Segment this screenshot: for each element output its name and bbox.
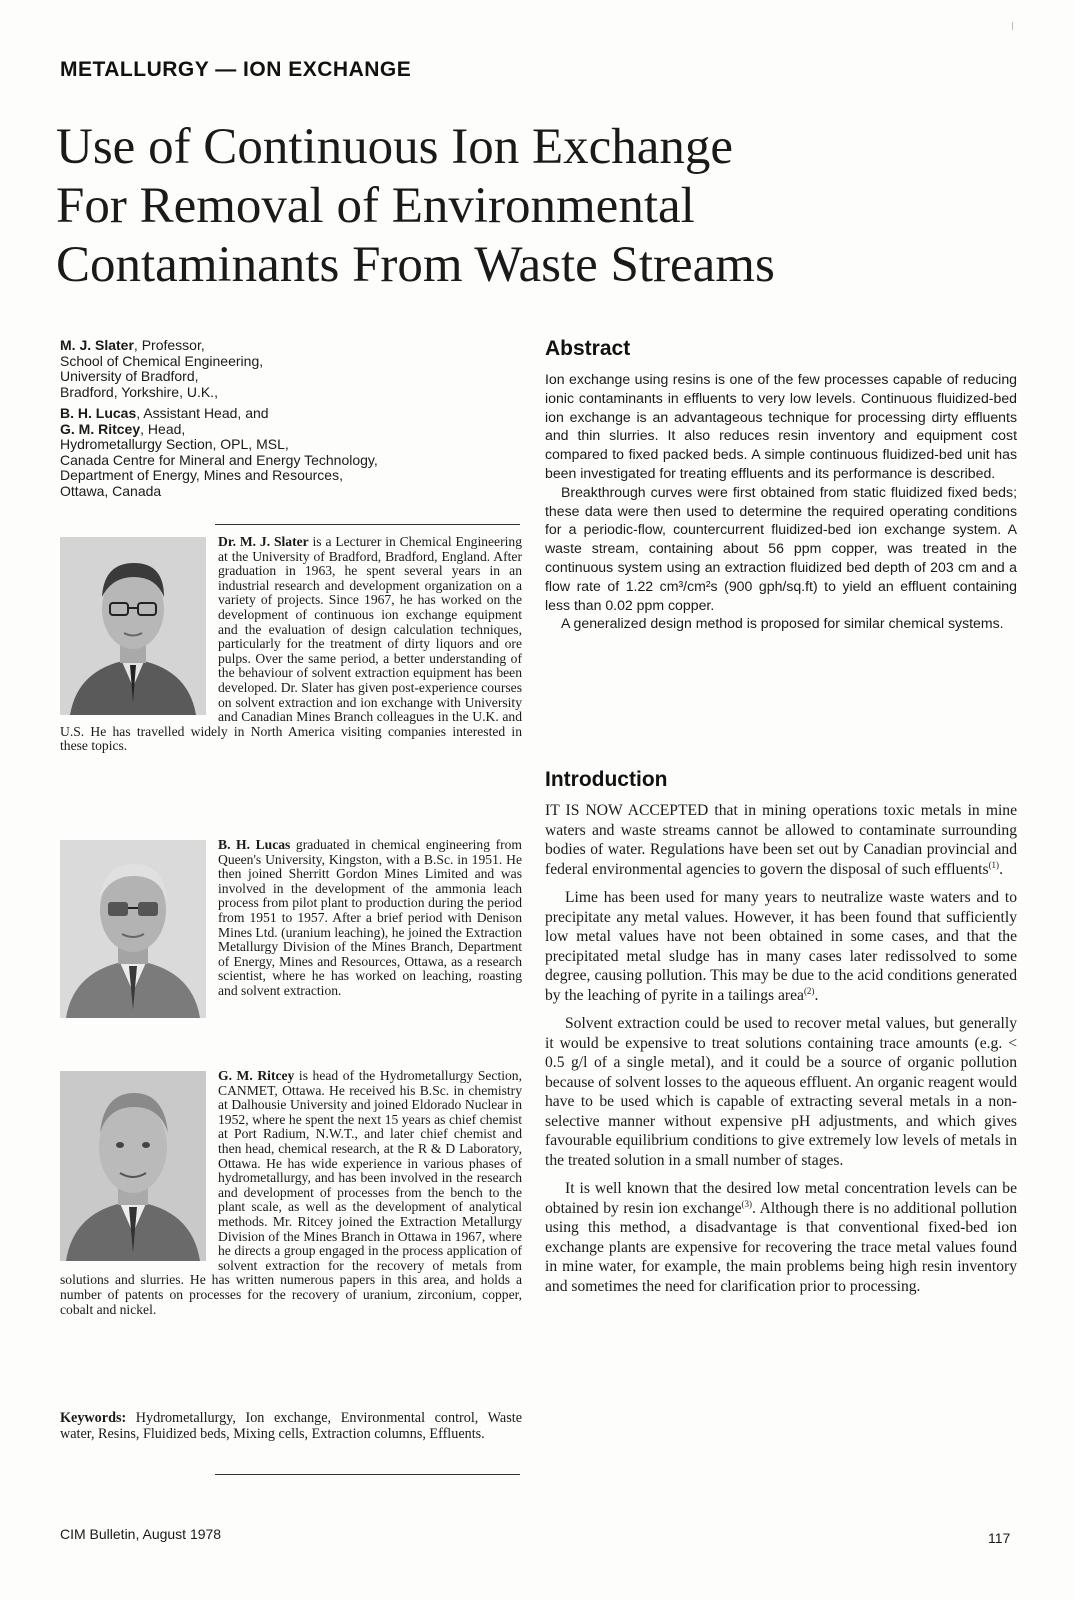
intro-paragraph: Solvent extraction could be used to recover metal values, but generally it would be expensive to treat solutions containing trace amounts (e.g. < 0.5 g/l of a single metal), and it could be a source of organic pollution because of solvent losses to the aqueous effluent. An organic reagent would have to be used which is capable of extracting several metals in a non-selective manner without expensive pH adjustments, and which gives favourable equilibrium conditions to give extremely low levels of metals in the treated solution in a small number of stages. bbox=[545, 1015, 1017, 1169]
affiliation-line: Hydrometallurgy Section, OPL, MSL, bbox=[60, 436, 289, 452]
author-photo-ritcey bbox=[60, 1071, 206, 1261]
bio-text: is a Lecturer in Chemical Engineering at the University of Bradford, Bradford, England. After graduation in 1963, he spent several years in an industrial research and development organization on a variety of projects. Since 1967, he has worked on the development of continuous ion exchange equipment and the evaluation of design calculation techniques, particularly for the treatment of dirty liquors and ore pulps. Over the same period, a better understanding of the behaviour of solvent extraction equipment has been developed. Dr. Slater has given post-experience courses on solvent extraction and ion exchange with University and Canadian Mines Branch colleagues in the U.K. and U.S. He has travelled widely in North America visiting companies interested in these topics. bbox=[60, 534, 522, 754]
divider bbox=[215, 1474, 520, 1475]
intro-paragraph: Lime has been used for many years to neutralize waste waters and to precipitate any metal values. However, it has been found that sufficiently low metal values have not been obtained in some cases, and that the precipitated metal sludge has in many cases later redissolved to some degree, causing pollution. This may be due to the acid conditions generated by the leaching of pyrite in a tailings area$^{(2)}$. bbox=[545, 889, 1017, 1004]
title-line: For Removal of Environmental bbox=[56, 178, 695, 234]
introduction-section bbox=[545, 768, 1017, 1305]
abstract-body bbox=[545, 370, 1017, 633]
author-bio-ritcey bbox=[60, 1069, 522, 1317]
author-name: G. M. Ritcey bbox=[60, 420, 141, 437]
section-label: METALLURGY — ION EXCHANGE bbox=[60, 58, 412, 81]
citation-ref: (3) bbox=[741, 1198, 753, 1209]
abstract-paragraph: Ion exchange using resins is one of the few processes capable of reducing ionic contaminants in effluents to very low levels. Continuous fluidized-bed ion exchange is an advantageous technique for processing dirty effluents and thin slurries. It also reduces resin inventory and equipment cost compared to fixed packed beds. A simple continuous fluidized-bed unit has been investigated for treating effluents and its performance is described. bbox=[545, 371, 1017, 481]
bio-name: Dr. M. J. Slater bbox=[218, 534, 309, 549]
author-affiliations bbox=[60, 338, 530, 499]
keywords-text: Hydrometallurgy, Ion exchange, Environmental control, Waste water, Resins, Fluidized beds, Mixing cells, Extraction columns, Effluents. bbox=[60, 1410, 522, 1442]
journal-footer: CIM Bulletin, August 1978 bbox=[60, 1526, 222, 1542]
author-role: , Assistant Head, and bbox=[136, 405, 269, 421]
author-photo-lucas bbox=[60, 840, 206, 1018]
divider bbox=[215, 524, 520, 525]
affiliation-line: School of Chemical Engineering, bbox=[60, 352, 264, 369]
citation-ref: (2) bbox=[803, 985, 815, 996]
abstract-section bbox=[545, 337, 1017, 633]
abstract-heading: Abstract bbox=[545, 337, 631, 360]
intro-paragraph: IT IS NOW ACCEPTED that in mining operations toxic metals in mine waters and waste streams cannot be allowed to contaminate surrounding bodies of water. Regulations have been set out by Canadian provincial and federal environmental agencies to govern the disposal of such effluents$^{(1)}$. bbox=[545, 802, 1017, 878]
citation-ref: (1) bbox=[988, 859, 1000, 870]
bio-name: B. H. Lucas bbox=[218, 837, 291, 852]
article-title bbox=[56, 118, 1016, 295]
affiliation-line: Canada Centre for Mineral and Energy Technology, bbox=[60, 451, 378, 468]
affiliation-line: University of Bradford, bbox=[60, 368, 199, 384]
author-name: M. J. Slater bbox=[60, 337, 134, 353]
author-role: , Professor, bbox=[133, 337, 205, 353]
author-role: , Head, bbox=[140, 420, 186, 437]
abstract-paragraph: A generalized design method is proposed for similar chemical systems. bbox=[561, 615, 1004, 632]
affiliation-line: Bradford, Yorkshire, U.K., bbox=[60, 383, 218, 400]
title-line: Use of Continuous Ion Exchange bbox=[56, 119, 734, 175]
page-number: 117 bbox=[988, 1530, 1011, 1546]
affiliation-line: Department of Energy, Mines and Resources, bbox=[60, 467, 343, 483]
affiliation-line: Ottawa, Canada bbox=[60, 482, 162, 499]
abstract-paragraph: Breakthrough curves were first obtained from static fluidized fixed beds; these data were then used to determine the required operating conditions for a periodic-flow, countercurrent fluidized-bed ion exchange system. A waste stream, containing about 56 ppm copper, was treated in the continuous system using an extraction fluidized bed depth of 203 cm and a flow rate of 1.22 cm³/cm²s (900 gph/sq.ft) to yield an effluent containing less than 0.02 ppm copper. bbox=[545, 483, 1017, 613]
author-bio-slater bbox=[60, 535, 522, 754]
introduction-heading: Introduction bbox=[545, 768, 668, 791]
keywords bbox=[60, 1411, 522, 1442]
author-photo-slater bbox=[60, 537, 206, 715]
title-line: Contaminants From Waste Streams bbox=[56, 237, 775, 293]
author-bio-lucas bbox=[60, 838, 522, 1020]
bio-text: graduated in chemical engineering from Queen's University, Kingston, with a B.Sc. in 1951. He then joined Sherritt Gordon Mines Limited and was involved in the development of the ammonia leach process from pilot plant to production during the period from 1951 to 1957. After a brief period with Denison Mines Ltd. (uranium leaching), he joined the Extraction Metallurgy Division of the Mines Branch, Department of Energy, Mines and Resources, Ottawa, as a research scientist, where he has worked on leaching, roasting and solvent extraction. bbox=[218, 837, 522, 998]
scan-speck bbox=[1012, 22, 1013, 30]
bio-text: is head of the Hydrometallurgy Section, CANMET, Ottawa. He received his B.Sc. in chemistry at Dalhousie University and joined Eldorado Nuclear in 1952, where he spent the next 15 years as chief chemist at Port Radium, N.W.T., and later chief chemist and then head, chemical research, at the R & D Laboratory, Ottawa. He has wide experience in various phases of hydrometallurgy, and has been involved in the research and development of processes from the bench to the plant scale, as well as the development of analytical methods. Mr. Ritcey joined the Extraction Metallurgy Division of the Mines Branch in Ottawa in 1967, where he directs a group engaged in the process application of solvent extraction for the recovery of metals from solutions and slurries. He has written numerous papers in this area, and holds a number of patents on processes for the recovery of uranium, zirconium, copper, cobalt and nickel. bbox=[60, 1068, 522, 1317]
intro-paragraph: It is well known that the desired low metal concentration levels can be obtained by resin ion exchange$^{(3)}$. Although there is no additional pollution using this method, a disadvantage is that conventional fixed-bed ion exchange plants are expensive for recovering the trace metal values found in mine water, for example, the main problems being high resin inventory and sometimes the need for clarification prior to processing. bbox=[545, 1180, 1017, 1295]
keywords-label: Keywords: bbox=[60, 1410, 127, 1426]
author-name: B. H. Lucas bbox=[60, 405, 137, 421]
introduction-body bbox=[545, 801, 1017, 1296]
bio-name: G. M. Ritcey bbox=[218, 1068, 295, 1083]
